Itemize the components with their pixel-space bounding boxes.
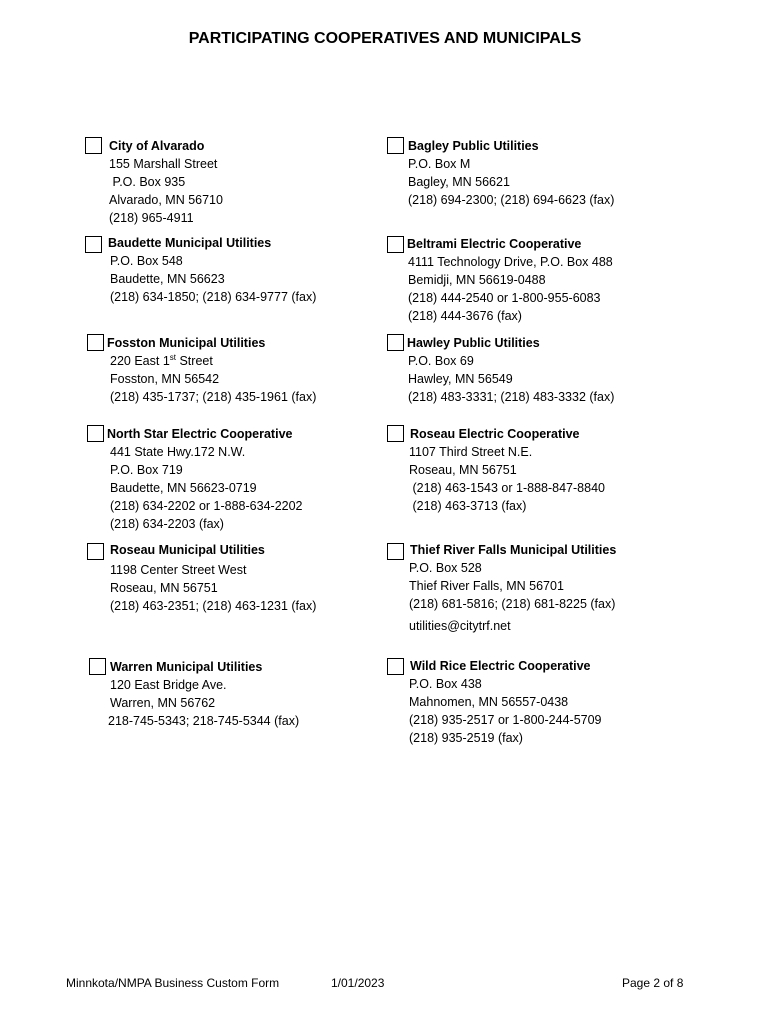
entry-fosston-municipal-utilities <box>107 334 316 406</box>
entry-line: 1107 Third Street N.E. <box>409 445 533 459</box>
entry-north-star-electric-cooperative <box>107 425 303 533</box>
entry-line: P.O. Box 935 <box>109 175 186 189</box>
entry-thief-river-falls-municipal-utilities <box>410 541 616 635</box>
entry-name: Hawley Public Utilities <box>407 336 540 350</box>
entry-line: P.O. Box 528 <box>409 561 482 575</box>
entry-bagley-public-utilities <box>408 137 614 209</box>
entry-line: Mahnomen, MN 56557-0438 <box>409 695 569 709</box>
entry-line: 120 East Bridge Ave. <box>110 678 227 692</box>
entry-line: 4111 Technology Drive, P.O. Box 488 <box>408 255 613 269</box>
entry-name: North Star Electric Cooperative <box>107 427 293 441</box>
entry-line: P.O. Box 719 <box>110 463 183 477</box>
entry-line: (218) 694-2300; (218) 694-6623 (fax) <box>408 193 615 207</box>
entry-line: (218) 483-3331; (218) 483-3332 (fax) <box>408 390 615 404</box>
footer-page-number: Page 2 of 8 <box>622 976 684 990</box>
entry-line <box>107 352 316 370</box>
entry-name: Warren Municipal Utilities <box>110 660 263 674</box>
checkbox-hawley-public-utilities[interactable] <box>387 334 404 351</box>
entry-line: (218) 463-2351; (218) 463-1231 (fax) <box>110 599 317 613</box>
entry-line: Bemidji, MN 56619-0488 <box>408 273 546 287</box>
entry-hawley-public-utilities <box>407 334 614 406</box>
entry-line: 155 Marshall Street <box>109 157 218 171</box>
checkbox-roseau-municipal-utilities[interactable] <box>87 543 104 560</box>
entry-line: (218) 935-2517 or 1-800-244-5709 <box>409 713 602 727</box>
entry-line: 1198 Center Street West <box>110 563 247 577</box>
entry-line: Roseau, MN 56751 <box>110 581 218 595</box>
email-link[interactable]: utilities@citytrf.net <box>409 619 511 633</box>
entry-line: P.O. Box M <box>408 157 471 171</box>
entry-line: Fosston, MN 56542 <box>110 372 220 386</box>
checkbox-roseau-electric-cooperative[interactable] <box>387 425 404 442</box>
entry-line: (218) 634-2202 or 1-888-634-2202 <box>110 499 303 513</box>
entry-roseau-electric-cooperative <box>410 425 605 515</box>
entry-wild-rice-electric-cooperative <box>410 657 602 747</box>
checkbox-warren-municipal-utilities[interactable] <box>89 658 106 675</box>
page-title: PARTICIPATING COOPERATIVES AND MUNICIPALS <box>188 30 582 47</box>
entry-line: Hawley, MN 56549 <box>408 372 513 386</box>
entry-line: Thief River Falls, MN 56701 <box>409 579 564 593</box>
entry-line: Warren, MN 56762 <box>110 696 216 710</box>
checkbox-city-of-alvarado[interactable] <box>85 137 102 154</box>
entry-line: (218) 634-2203 (fax) <box>110 517 224 531</box>
entry-line: (218) 463-1543 or 1-888-847-8840 <box>409 481 605 495</box>
entry-line: (218) 435-1737; (218) 435-1961 (fax) <box>110 390 317 404</box>
entry-line: (218) 681-5816; (218) 681-8225 (fax) <box>409 597 616 611</box>
street-name: Street <box>176 354 213 368</box>
entry-line: 218-745-5343; 218-745-5344 (fax) <box>108 714 300 728</box>
entry-line: P.O. Box 438 <box>409 677 482 691</box>
entry-line: (218) 463-3713 (fax) <box>409 499 527 513</box>
checkbox-wild-rice-electric-cooperative[interactable] <box>387 658 404 675</box>
entry-line: Alvarado, MN 56710 <box>109 193 223 207</box>
entry-name: Bagley Public Utilities <box>408 139 539 153</box>
checkbox-fosston-municipal-utilities[interactable] <box>87 334 104 351</box>
entry-roseau-municipal-utilities <box>110 541 316 615</box>
entry-line: (218) 965-4911 <box>109 211 194 225</box>
entry-name: Thief River Falls Municipal Utilities <box>410 543 617 557</box>
entry-warren-municipal-utilities <box>110 658 299 730</box>
footer-form-name: Minnkota/NMPA Business Custom Form <box>66 976 280 990</box>
entry-line: (218) 444-3676 (fax) <box>408 309 522 323</box>
checkbox-north-star-electric-cooperative[interactable] <box>87 425 104 442</box>
entry-beltrami-electric-cooperative <box>407 235 613 325</box>
ordinal-suffix: st <box>169 352 176 362</box>
entry-baudette-municipal-utilities <box>108 234 316 306</box>
entry-city-of-alvarado <box>109 137 223 227</box>
entry-line: Bagley, MN 56621 <box>408 175 510 189</box>
entry-line: P.O. Box 69 <box>408 354 474 368</box>
entry-line: Roseau, MN 56751 <box>409 463 517 477</box>
entry-line: Baudette, MN 56623 <box>110 272 225 286</box>
checkbox-baudette-municipal-utilities[interactable] <box>85 236 102 253</box>
entry-line: Baudette, MN 56623-0719 <box>110 481 257 495</box>
street-number: 220 East 1 <box>110 354 170 368</box>
entry-name: Roseau Electric Cooperative <box>410 427 580 441</box>
entry-line: P.O. Box 548 <box>110 254 183 268</box>
footer-date: 1/01/2023 <box>331 976 385 990</box>
entry-line: (218) 634-1850; (218) 634-9777 (fax) <box>110 290 317 304</box>
entry-line: 441 State Hwy.172 N.W. <box>110 445 246 459</box>
entry-name: Roseau Municipal Utilities <box>110 543 265 557</box>
entry-line: (218) 935-2519 (fax) <box>409 731 523 745</box>
checkbox-thief-river-falls-municipal-utilities[interactable] <box>387 543 404 560</box>
checkbox-bagley-public-utilities[interactable] <box>387 137 404 154</box>
checkbox-beltrami-electric-cooperative[interactable] <box>387 236 404 253</box>
entry-name: Baudette Municipal Utilities <box>108 236 272 250</box>
entry-name: Beltrami Electric Cooperative <box>407 237 582 251</box>
entry-name: Wild Rice Electric Cooperative <box>410 659 591 673</box>
entry-name: City of Alvarado <box>109 139 205 153</box>
entry-line: (218) 444-2540 or 1-800-955-6083 <box>408 291 601 305</box>
entry-name: Fosston Municipal Utilities <box>107 336 266 350</box>
